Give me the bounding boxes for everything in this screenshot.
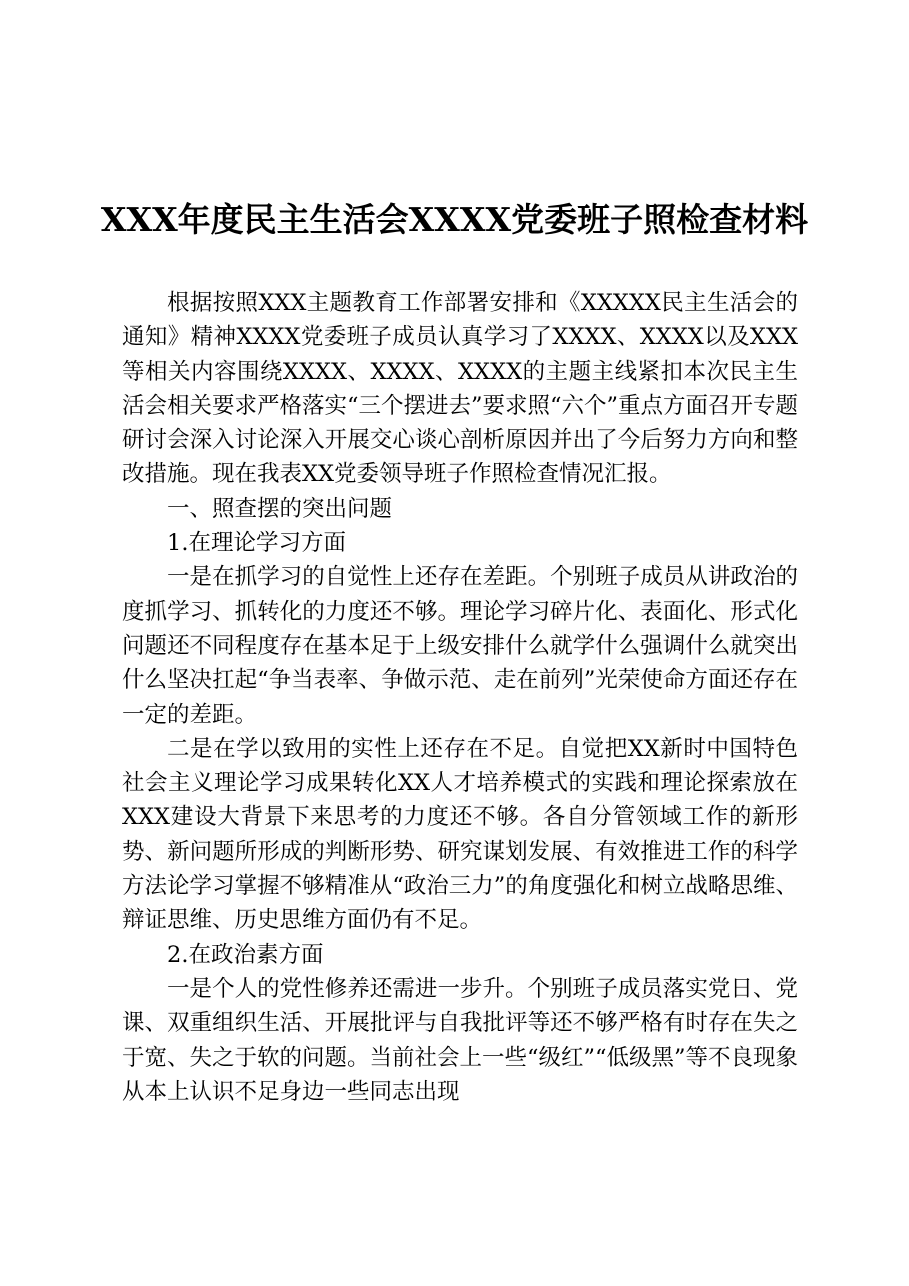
subsection-2-heading: 2.在政治素方面 [167,941,324,968]
document-title: XXX年度民主生活会XXXX党委班子照检查材料 [100,200,809,239]
subsection-1-paragraph-1: 一是在抓学习的自觉性上还存在差距。个别班子成员从讲政治的度抓学习、抓转化的力度还不够。理论学习碎片化、表面化、形式化问题还不同程度存在基本足于上级安排什么就学什么强调什么就突出什么坚决扛起“争当表率、争做示范、走在前列”光荣使命方面还存在一定的差距。 [122,564,798,728]
section-1-heading: 一、照查摆的突出问题 [167,495,393,522]
subsection-2-paragraph-1: 一是个人的党性修养还需进一步升。个别班子成员落实党日、党课、双重组织生活、开展批评与自我批评等还不够严格有时存在失之于宽、失之于软的问题。当前社会上一些“级红”“低级黑”等不良现象从本上认识不足身边一些同志出现 [122,975,799,1105]
subsection-1-paragraph-2: 二是在学以致用的实性上还存在不足。自觉把XX新时中国特色社会主义理论学习成果转化XX人才培养模式的实践和理论探索放在XXX建设大背景下来思考的力度还不够。各自分管领域工作的新形势、新问题所形成的判断形势、研究谋划发展、有效推进工作的科学方法论学习掌握不够精准从“政治三力”的角度强化和树立战略思维、辩证思维、历史思维方面仍有不足。 [122,735,798,934]
document-body [122,286,798,1109]
intro-paragraph: 根据按照XXX主题教育工作部署安排和《XXXXX民主生活会的通知》精神XXXX党委班子成员认真学习了XXXX、XXXX以及XXX等相关内容围绕XXXX、XXXX、XXXX的主题主线紧扣本次民主生活会相关要求严格落实“三个摆进去”要求照“六个”重点方面召开专题研讨会深入讨论深入开展交心谈心剖析原因并出了今后努力方向和整改措施。现在我表XX党委领导班子作照检查情况汇报。 [122,290,799,488]
subsection-1-heading: 1.在理论学习方面 [167,530,346,557]
